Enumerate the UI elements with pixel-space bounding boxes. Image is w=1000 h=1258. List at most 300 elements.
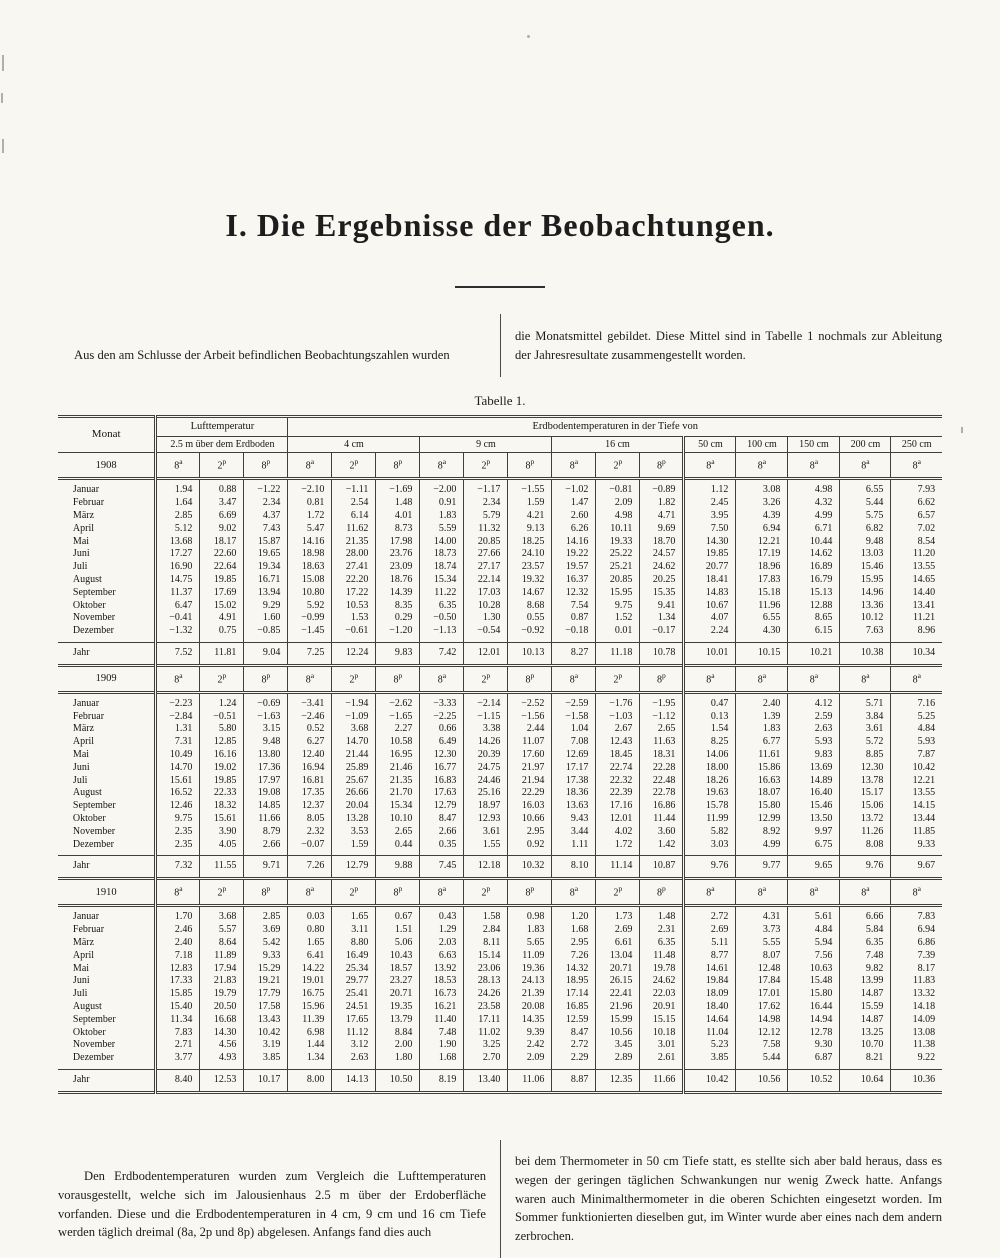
value-cell: 7.58 bbox=[736, 1039, 788, 1052]
value-cell: 28.13 bbox=[464, 975, 508, 988]
value-cell: 0.47 bbox=[684, 692, 736, 710]
value-cell: 12.93 bbox=[464, 813, 508, 826]
month-label: April bbox=[58, 523, 156, 536]
jahr-row bbox=[58, 642, 942, 665]
value-cell: 6.66 bbox=[840, 906, 891, 924]
value-cell: 15.95 bbox=[840, 574, 891, 587]
value-cell: 15.08 bbox=[288, 574, 332, 587]
col-header-depth-9cm: 9 cm bbox=[420, 436, 552, 453]
value-cell: 2.34 bbox=[244, 497, 288, 510]
value-cell: 17.17 bbox=[552, 762, 596, 775]
value-cell: 14.06 bbox=[684, 749, 736, 762]
value-cell: 22.39 bbox=[596, 787, 640, 800]
value-cell: 12.83 bbox=[156, 963, 200, 976]
value-cell: 0.88 bbox=[200, 479, 244, 497]
value-cell: −0.89 bbox=[640, 479, 684, 497]
value-cell: −2.25 bbox=[420, 711, 464, 724]
value-cell: 25.22 bbox=[596, 548, 640, 561]
value-cell: 16.21 bbox=[420, 1001, 464, 1014]
jahr-value-cell: 8.87 bbox=[552, 1069, 596, 1092]
value-cell: 6.15 bbox=[788, 625, 840, 642]
value-cell: −0.85 bbox=[244, 625, 288, 642]
value-cell: 2.60 bbox=[552, 510, 596, 523]
year-header-row bbox=[58, 665, 942, 692]
jahr-value-cell: 10.50 bbox=[376, 1069, 420, 1092]
value-cell: 22.78 bbox=[640, 787, 684, 800]
value-cell: 18.41 bbox=[684, 574, 736, 587]
value-cell: 11.39 bbox=[288, 1014, 332, 1027]
value-cell: 1.20 bbox=[552, 906, 596, 924]
value-cell: 4.99 bbox=[788, 510, 840, 523]
value-cell: 19.32 bbox=[508, 574, 552, 587]
value-cell: 13.25 bbox=[840, 1027, 891, 1040]
value-cell: 4.98 bbox=[596, 510, 640, 523]
value-cell: 4.07 bbox=[684, 612, 736, 625]
col-header-depth-16cm: 16 cm bbox=[552, 436, 684, 453]
value-cell: 9.82 bbox=[840, 963, 891, 976]
value-cell: 22.29 bbox=[508, 787, 552, 800]
year-header-row bbox=[58, 453, 942, 479]
value-cell: 2.54 bbox=[332, 497, 376, 510]
value-cell: 1.65 bbox=[288, 937, 332, 950]
value-cell: 0.55 bbox=[508, 612, 552, 625]
jahr-value-cell: 13.40 bbox=[464, 1069, 508, 1092]
value-cell: 2.67 bbox=[596, 723, 640, 736]
value-cell: 19.08 bbox=[244, 787, 288, 800]
value-cell: 13.72 bbox=[840, 813, 891, 826]
value-cell: 17.27 bbox=[156, 548, 200, 561]
value-cell: 15.96 bbox=[288, 1001, 332, 1014]
value-cell: 15.15 bbox=[640, 1014, 684, 1027]
value-cell: 2.35 bbox=[156, 839, 200, 856]
jahr-value-cell: 10.78 bbox=[640, 642, 684, 665]
value-cell: 16.75 bbox=[288, 988, 332, 1001]
footer-left-column: Den Erdbodentemperaturen wurden zum Vergleich die Lufttemperaturen vorausgestellt, welche sich im Jalousienhaus 2.5 m über der Erdoberfläche vorfanden. Diese und die Erdbodentemperaturen in 4 cm, 9 cm und 16 cm Tiefe werden täglich dreimal (8a, 2p und 8p) abgelesen. Anfangs fand dies auch bbox=[58, 1169, 486, 1240]
value-cell: 6.35 bbox=[640, 937, 684, 950]
value-cell: 22.74 bbox=[596, 762, 640, 775]
value-cell: 4.99 bbox=[736, 839, 788, 856]
value-cell: 15.86 bbox=[736, 762, 788, 775]
value-cell: 10.43 bbox=[376, 950, 420, 963]
value-cell: 12.30 bbox=[420, 749, 464, 762]
jahr-value-cell: 11.18 bbox=[596, 642, 640, 665]
value-cell: 25.16 bbox=[464, 787, 508, 800]
value-cell: 11.26 bbox=[840, 826, 891, 839]
value-cell: 3.45 bbox=[596, 1039, 640, 1052]
value-cell: −1.13 bbox=[420, 625, 464, 642]
value-cell: 1.83 bbox=[508, 924, 552, 937]
table-caption: Tabelle 1. bbox=[474, 393, 526, 409]
value-cell: 16.68 bbox=[200, 1014, 244, 1027]
value-cell: 10.56 bbox=[596, 1027, 640, 1040]
value-cell: 0.35 bbox=[420, 839, 464, 856]
value-cell: 3.12 bbox=[332, 1039, 376, 1052]
value-cell: 8.21 bbox=[840, 1052, 891, 1069]
value-cell: 2.84 bbox=[464, 924, 508, 937]
value-cell: 27.66 bbox=[464, 548, 508, 561]
value-cell: 18.57 bbox=[376, 963, 420, 976]
value-cell: −1.69 bbox=[376, 479, 420, 497]
value-cell: 16.03 bbox=[508, 800, 552, 813]
value-cell: 6.94 bbox=[917, 924, 936, 936]
value-cell: 18.32 bbox=[200, 800, 244, 813]
value-cell: 25.67 bbox=[332, 775, 376, 788]
value-cell: 4.98 bbox=[788, 479, 840, 497]
value-cell: 21.83 bbox=[200, 975, 244, 988]
value-cell: 3.68 bbox=[332, 723, 376, 736]
value-cell: 24.26 bbox=[464, 988, 508, 1001]
value-cell: 5.80 bbox=[200, 723, 244, 736]
value-cell: 12.21 bbox=[736, 536, 788, 549]
value-cell: 15.80 bbox=[788, 988, 840, 1001]
value-cell: −1.22 bbox=[244, 479, 288, 497]
value-cell: 18.96 bbox=[736, 561, 788, 574]
time-header: 2$^p$ bbox=[200, 665, 244, 692]
value-cell: 4.21 bbox=[508, 510, 552, 523]
value-cell: 7.56 bbox=[788, 950, 840, 963]
value-cell: 16.52 bbox=[156, 787, 200, 800]
value-cell: 19.85 bbox=[200, 574, 244, 587]
value-cell: −1.58 bbox=[552, 711, 596, 724]
value-cell: 9.75 bbox=[156, 813, 200, 826]
value-cell: 17.01 bbox=[736, 988, 788, 1001]
value-cell: 16.90 bbox=[156, 561, 200, 574]
value-cell: 21.94 bbox=[508, 775, 552, 788]
value-cell: 2.66 bbox=[420, 826, 464, 839]
value-cell: 2.69 bbox=[596, 924, 640, 937]
value-cell: 27.17 bbox=[464, 561, 508, 574]
time-header: 8$^a$ bbox=[156, 879, 200, 906]
month-label: November bbox=[58, 826, 156, 839]
value-cell: 0.52 bbox=[288, 723, 332, 736]
value-cell: 19.36 bbox=[508, 963, 552, 976]
jahr-value-cell: 9.65 bbox=[788, 856, 840, 879]
time-header: 2$^p$ bbox=[332, 453, 376, 479]
value-cell: −3.33 bbox=[420, 692, 464, 710]
time-header: 8$^a$ bbox=[552, 879, 596, 906]
jahr-value-cell: 12.53 bbox=[200, 1069, 244, 1092]
value-cell: 18.76 bbox=[376, 574, 420, 587]
value-cell: −2.10 bbox=[288, 479, 332, 497]
value-cell: 4.84 bbox=[917, 723, 936, 735]
value-cell: −0.50 bbox=[420, 612, 464, 625]
value-cell: 17.97 bbox=[244, 775, 288, 788]
value-cell: 23.58 bbox=[464, 1001, 508, 1014]
value-cell: 18.73 bbox=[420, 548, 464, 561]
value-cell: 0.03 bbox=[288, 906, 332, 924]
month-label: Dezember bbox=[58, 625, 156, 642]
value-cell: 1.11 bbox=[552, 839, 596, 856]
value-cell: 24.62 bbox=[640, 975, 684, 988]
value-cell: 19.65 bbox=[244, 548, 288, 561]
value-cell: 12.21 bbox=[912, 774, 936, 786]
month-label: Dezember bbox=[58, 1052, 156, 1069]
value-cell: 18.26 bbox=[684, 775, 736, 788]
value-cell: 18.07 bbox=[736, 787, 788, 800]
month-label: April bbox=[58, 736, 156, 749]
value-cell: 2.09 bbox=[508, 1052, 552, 1069]
value-cell: 10.66 bbox=[508, 813, 552, 826]
month-label: September bbox=[58, 800, 156, 813]
value-cell: 2.40 bbox=[736, 692, 788, 710]
value-cell: 3.60 bbox=[640, 826, 684, 839]
month-label: November bbox=[58, 612, 156, 625]
value-cell: −0.41 bbox=[156, 612, 200, 625]
value-cell: 14.87 bbox=[840, 988, 891, 1001]
value-cell: 16.49 bbox=[332, 950, 376, 963]
month-label: Juni bbox=[58, 975, 156, 988]
value-cell: 5.44 bbox=[736, 1052, 788, 1069]
time-header: 2$^p$ bbox=[464, 665, 508, 692]
value-cell: −0.51 bbox=[200, 711, 244, 724]
value-cell: 7.50 bbox=[684, 523, 736, 536]
time-header: 8$^p$ bbox=[244, 453, 288, 479]
value-cell: 5.84 bbox=[840, 924, 891, 937]
table-row bbox=[58, 800, 942, 813]
value-cell: −0.92 bbox=[508, 625, 552, 642]
page-title: I. Die Ergebnisse der Beobachtungen. bbox=[225, 207, 775, 244]
time-header: 2$^p$ bbox=[332, 879, 376, 906]
value-cell: 5.55 bbox=[736, 937, 788, 950]
value-cell: 10.58 bbox=[376, 736, 420, 749]
value-cell: 2.63 bbox=[332, 1052, 376, 1069]
value-cell: 6.47 bbox=[156, 600, 200, 613]
time-header: 8$^a$ bbox=[288, 879, 332, 906]
value-cell: 10.18 bbox=[640, 1027, 684, 1040]
time-header: 8$^a$ bbox=[912, 670, 921, 686]
value-cell: 12.30 bbox=[840, 762, 891, 775]
time-header: 2$^p$ bbox=[200, 879, 244, 906]
value-cell: 13.80 bbox=[244, 749, 288, 762]
value-cell: 7.08 bbox=[552, 736, 596, 749]
value-cell: 17.22 bbox=[332, 587, 376, 600]
value-cell: 5.93 bbox=[917, 736, 936, 748]
year-label: 1909 bbox=[58, 665, 156, 692]
value-cell: 16.44 bbox=[788, 1001, 840, 1014]
jahr-value-cell: 10.52 bbox=[788, 1069, 840, 1092]
value-cell: −1.11 bbox=[332, 479, 376, 497]
value-cell: 17.83 bbox=[736, 574, 788, 587]
value-cell: 19.57 bbox=[552, 561, 596, 574]
value-cell: 2.27 bbox=[376, 723, 420, 736]
value-cell: 8.68 bbox=[508, 600, 552, 613]
value-cell: 1.94 bbox=[156, 479, 200, 497]
value-cell: 1.31 bbox=[156, 723, 200, 736]
value-cell: 21.35 bbox=[376, 775, 420, 788]
value-cell: 6.55 bbox=[840, 479, 891, 497]
value-cell: 17.58 bbox=[244, 1001, 288, 1014]
value-cell: 13.28 bbox=[332, 813, 376, 826]
value-cell: 20.91 bbox=[640, 1001, 684, 1014]
table-row bbox=[58, 749, 942, 762]
jahr-value-cell: 9.88 bbox=[376, 856, 420, 879]
time-header: 8$^p$ bbox=[640, 665, 684, 692]
value-cell: 5.59 bbox=[420, 523, 464, 536]
value-cell: 4.01 bbox=[376, 510, 420, 523]
value-cell: −0.54 bbox=[464, 625, 508, 642]
value-cell: 9.39 bbox=[508, 1027, 552, 1040]
value-cell: 0.75 bbox=[200, 625, 244, 642]
value-cell: 19.35 bbox=[376, 1001, 420, 1014]
value-cell: −1.02 bbox=[552, 479, 596, 497]
table-row bbox=[58, 1052, 942, 1069]
month-label: Oktober bbox=[58, 1027, 156, 1040]
value-cell: 2.40 bbox=[156, 937, 200, 950]
value-cell: 22.48 bbox=[640, 775, 684, 788]
value-cell: 8.79 bbox=[244, 826, 288, 839]
value-cell: 15.61 bbox=[156, 775, 200, 788]
value-cell: 3.11 bbox=[332, 924, 376, 937]
month-label: August bbox=[58, 1001, 156, 1014]
value-cell: 1.59 bbox=[508, 497, 552, 510]
value-cell: −0.69 bbox=[244, 692, 288, 710]
value-cell: 21.39 bbox=[508, 988, 552, 1001]
value-cell: 14.15 bbox=[912, 800, 936, 812]
value-cell: 12.40 bbox=[288, 749, 332, 762]
value-cell: 5.75 bbox=[840, 510, 891, 523]
value-cell: 9.41 bbox=[640, 600, 684, 613]
jahr-value-cell: 8.19 bbox=[420, 1069, 464, 1092]
value-cell: 1.68 bbox=[420, 1052, 464, 1069]
value-cell: 2.70 bbox=[464, 1052, 508, 1069]
value-cell: 16.95 bbox=[376, 749, 420, 762]
value-cell: 17.98 bbox=[376, 536, 420, 549]
value-cell: 14.39 bbox=[376, 587, 420, 600]
table-row bbox=[58, 1014, 942, 1027]
value-cell: 9.33 bbox=[244, 950, 288, 963]
value-cell: 17.11 bbox=[464, 1014, 508, 1027]
value-cell: 26.15 bbox=[596, 975, 640, 988]
table-row bbox=[58, 937, 942, 950]
value-cell: 11.83 bbox=[912, 975, 936, 987]
value-cell: −1.20 bbox=[376, 625, 420, 642]
value-cell: 24.10 bbox=[508, 548, 552, 561]
month-label: Januar bbox=[58, 906, 156, 924]
value-cell: 4.12 bbox=[788, 692, 840, 710]
time-header: 2$^p$ bbox=[464, 453, 508, 479]
value-cell: 2.61 bbox=[640, 1052, 684, 1069]
value-cell: 16.83 bbox=[420, 775, 464, 788]
value-cell: 6.87 bbox=[788, 1052, 840, 1069]
value-cell: 8.05 bbox=[288, 813, 332, 826]
value-cell: 7.48 bbox=[840, 950, 891, 963]
value-cell: 7.48 bbox=[420, 1027, 464, 1040]
table-row bbox=[58, 975, 942, 988]
value-cell: 25.89 bbox=[332, 762, 376, 775]
value-cell: 2.59 bbox=[788, 711, 840, 724]
value-cell: 11.09 bbox=[508, 950, 552, 963]
value-cell: 23.27 bbox=[376, 975, 420, 988]
value-cell: 7.16 bbox=[917, 697, 936, 709]
value-cell: 14.26 bbox=[464, 736, 508, 749]
value-cell: 20.50 bbox=[200, 1001, 244, 1014]
value-cell: −1.15 bbox=[464, 711, 508, 724]
value-cell: 2.42 bbox=[508, 1039, 552, 1052]
value-cell: 0.66 bbox=[420, 723, 464, 736]
value-cell: 8.85 bbox=[840, 749, 891, 762]
value-cell: −1.32 bbox=[156, 625, 200, 642]
jahr-label: Jahr bbox=[58, 856, 156, 879]
value-cell: 13.69 bbox=[788, 762, 840, 775]
value-cell: 19.22 bbox=[552, 548, 596, 561]
value-cell: 7.26 bbox=[552, 950, 596, 963]
value-cell: 4.30 bbox=[736, 625, 788, 642]
value-cell: 9.30 bbox=[788, 1039, 840, 1052]
time-header: 8$^a$ bbox=[552, 453, 596, 479]
value-cell: 5.57 bbox=[200, 924, 244, 937]
value-cell: 7.43 bbox=[244, 523, 288, 536]
jahr-value-cell: 9.76 bbox=[684, 856, 736, 879]
value-cell: 2.66 bbox=[244, 839, 288, 856]
value-cell: 3.61 bbox=[840, 723, 891, 736]
jahr-value-cell: 10.36 bbox=[912, 1073, 936, 1085]
value-cell: 11.40 bbox=[420, 1014, 464, 1027]
value-cell: 9.69 bbox=[640, 523, 684, 536]
time-header: 8$^a$ bbox=[552, 665, 596, 692]
value-cell: 5.65 bbox=[508, 937, 552, 950]
value-cell: 18.53 bbox=[420, 975, 464, 988]
value-cell: 17.19 bbox=[736, 548, 788, 561]
value-cell: 11.07 bbox=[508, 736, 552, 749]
value-cell: 2.32 bbox=[288, 826, 332, 839]
value-cell: 2.95 bbox=[552, 937, 596, 950]
value-cell: 8.96 bbox=[917, 625, 936, 637]
jahr-value-cell: 12.24 bbox=[332, 642, 376, 665]
value-cell: 8.80 bbox=[332, 937, 376, 950]
table-row bbox=[58, 692, 942, 710]
month-label: Januar bbox=[58, 479, 156, 497]
value-cell: 22.14 bbox=[464, 574, 508, 587]
table-row bbox=[58, 574, 942, 587]
value-cell: 15.35 bbox=[640, 587, 684, 600]
jahr-value-cell: 7.25 bbox=[288, 642, 332, 665]
value-cell: 6.35 bbox=[840, 937, 891, 950]
value-cell: −2.62 bbox=[376, 692, 420, 710]
intro-section bbox=[58, 314, 942, 377]
time-header: 2$^p$ bbox=[596, 879, 640, 906]
value-cell: −1.95 bbox=[640, 692, 684, 710]
value-cell: 12.32 bbox=[552, 587, 596, 600]
value-cell: 13.99 bbox=[840, 975, 891, 988]
value-cell: 14.87 bbox=[840, 1014, 891, 1027]
table-row bbox=[58, 561, 942, 574]
value-cell: 3.44 bbox=[552, 826, 596, 839]
jahr-value-cell: 12.79 bbox=[332, 856, 376, 879]
value-cell: 1.80 bbox=[376, 1052, 420, 1069]
jahr-value-cell: 10.56 bbox=[736, 1069, 788, 1092]
value-cell: 1.42 bbox=[640, 839, 684, 856]
value-cell: 6.62 bbox=[917, 497, 936, 509]
time-header: 2$^p$ bbox=[200, 453, 244, 479]
time-header: 8$^p$ bbox=[640, 879, 684, 906]
jahr-value-cell: 11.14 bbox=[596, 856, 640, 879]
value-cell: 16.77 bbox=[420, 762, 464, 775]
col-header-depth-150cm: 150 cm bbox=[788, 436, 840, 453]
footer-right-column: bei dem Thermometer in 50 cm Tiefe statt, es stellte sich aber bald heraus, dass es wegen der geringen täglichen Schwankungen nur wenig Zweck hatte. Anfangs waren auch Minimalthermometer in die oberen Schichten eingesetzt worden. Im Sommer funktionierten dieselben gut, im Winter wurde aber eines nach dem andern zerbrochen. bbox=[515, 1154, 942, 1243]
value-cell: 2.31 bbox=[640, 924, 684, 937]
value-cell: 13.04 bbox=[596, 950, 640, 963]
value-cell: 1.39 bbox=[736, 711, 788, 724]
table-row bbox=[58, 775, 942, 788]
value-cell: 10.44 bbox=[788, 536, 840, 549]
table-row bbox=[58, 587, 942, 600]
value-cell: 13.41 bbox=[912, 599, 936, 611]
jahr-value-cell: 8.10 bbox=[552, 856, 596, 879]
value-cell: 19.85 bbox=[200, 775, 244, 788]
value-cell: 12.78 bbox=[788, 1027, 840, 1040]
value-cell: 11.63 bbox=[640, 736, 684, 749]
value-cell: 2.71 bbox=[156, 1039, 200, 1052]
